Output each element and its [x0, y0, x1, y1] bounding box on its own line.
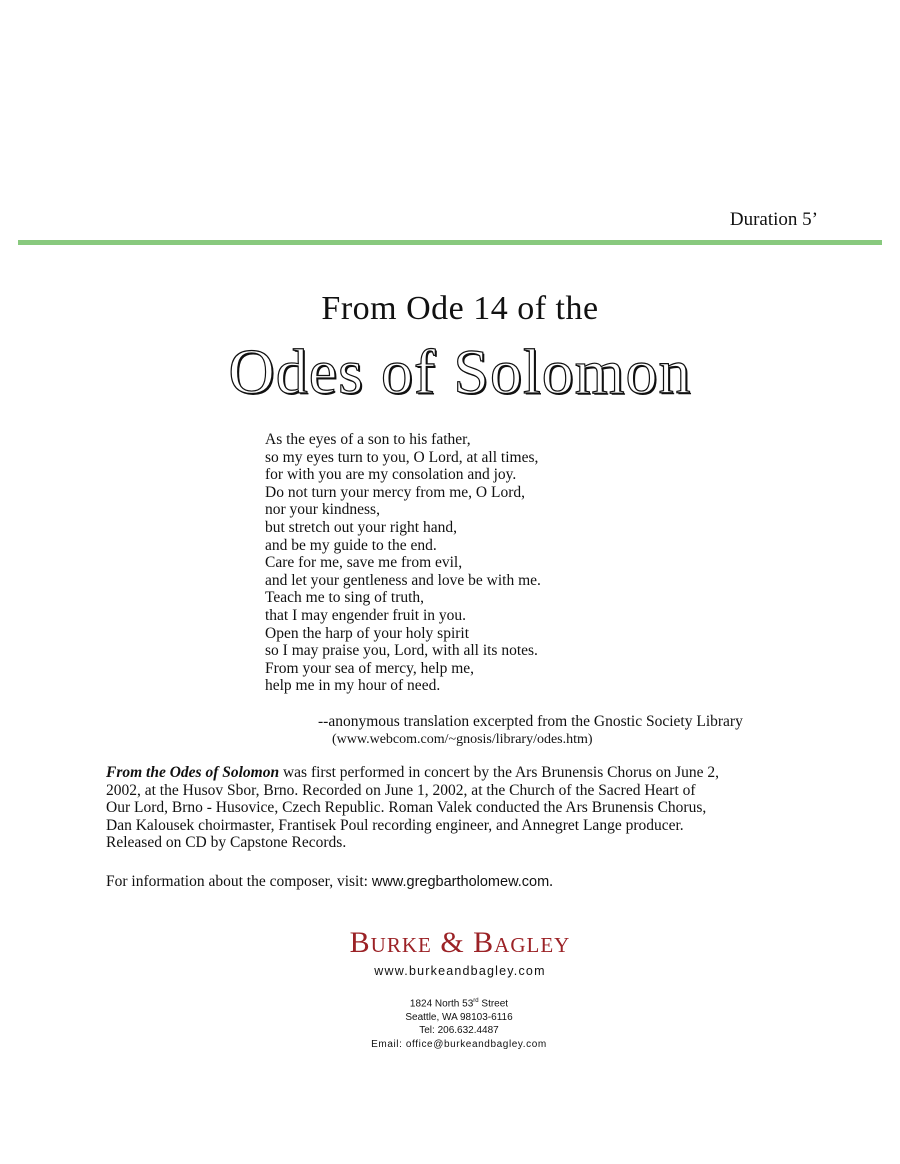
performance-line	[106, 764, 806, 782]
poem-text	[265, 431, 541, 695]
performance-line: Dan Kalousek choirmaster, Frantisek Poul recording engineer, and Annegret Lange producer.	[106, 816, 684, 834]
poem-line: help me in my hour of need.	[265, 677, 441, 695]
poem-line: so my eyes turn to you, O Lord, at all times,	[265, 448, 539, 466]
attribution-url: (www.webcom.com/~gnosis/library/odes.htm)	[332, 732, 593, 747]
poem-line: and be my guide to the end.	[265, 536, 437, 554]
performance-line: Released on CD by Capstone Records.	[106, 834, 347, 852]
performance-line-rest: was first performed in concert by the Ars Brunensis Chorus on June 2,	[279, 764, 720, 781]
poem-line: so I may praise you, Lord, with all its notes.	[265, 642, 538, 660]
performance-notes	[106, 764, 806, 852]
poem-line: and let your gentleness and love be with me.	[265, 571, 541, 589]
attribution-line: --anonymous translation excerpted from the Gnostic Society Library	[318, 713, 743, 730]
poem-line: Do not turn your mercy from me, O Lord,	[265, 483, 525, 501]
address-street: 1824 North 53rd Street	[409, 998, 509, 1010]
poem-line: Open the harp of your holy spirit	[265, 624, 470, 642]
address-phone: Tel: 206.632.4487	[419, 1025, 499, 1037]
address-city: Seattle, WA 98103-6116	[405, 1011, 513, 1023]
publisher-logo: Burke & Bagley	[349, 926, 571, 959]
work-title: From the Odes of Solomon	[106, 764, 280, 781]
poem-line: As the eyes of a son to his father,	[265, 431, 471, 448]
publisher-website[interactable]: www.burkeandbagley.com	[374, 964, 546, 978]
header-divider	[18, 240, 882, 245]
poem-line: for with you are my consolation and joy.	[265, 466, 517, 484]
subtitle: From Ode 14 of the	[321, 290, 599, 327]
page-title: Odes of Solomon	[228, 336, 692, 407]
attribution	[318, 713, 743, 749]
publisher-address	[0, 995, 900, 1051]
composer-text: For information about the composer, visit:	[106, 873, 372, 890]
poem-line: that I may engender fruit in you.	[265, 606, 467, 624]
performance-line: 2002, at the Husov Sbor, Brno. Recorded on June 1, 2002, at the Church of the Sacred Heart of	[106, 781, 696, 799]
poem-line: Care for me, save me from evil,	[265, 554, 463, 572]
poem-line: From your sea of mercy, help me,	[265, 659, 475, 677]
poem-line: nor your kindness,	[265, 501, 380, 519]
duration-label: Duration 5’	[729, 209, 818, 230]
poem-line: but stretch out your right hand,	[265, 518, 457, 536]
performance-line: Our Lord, Brno - Husovice, Czech Republic. Roman Valek conducted the Ars Brunensis Chorus,	[106, 799, 707, 817]
composer-period: .	[549, 873, 554, 890]
address-email[interactable]: Email: office@burkeandbagley.com	[371, 1038, 547, 1050]
composer-info	[106, 873, 553, 891]
composer-website-link[interactable]: www.gregbartholomew.com	[371, 874, 550, 890]
poem-line: Teach me to sing of truth,	[265, 589, 425, 607]
